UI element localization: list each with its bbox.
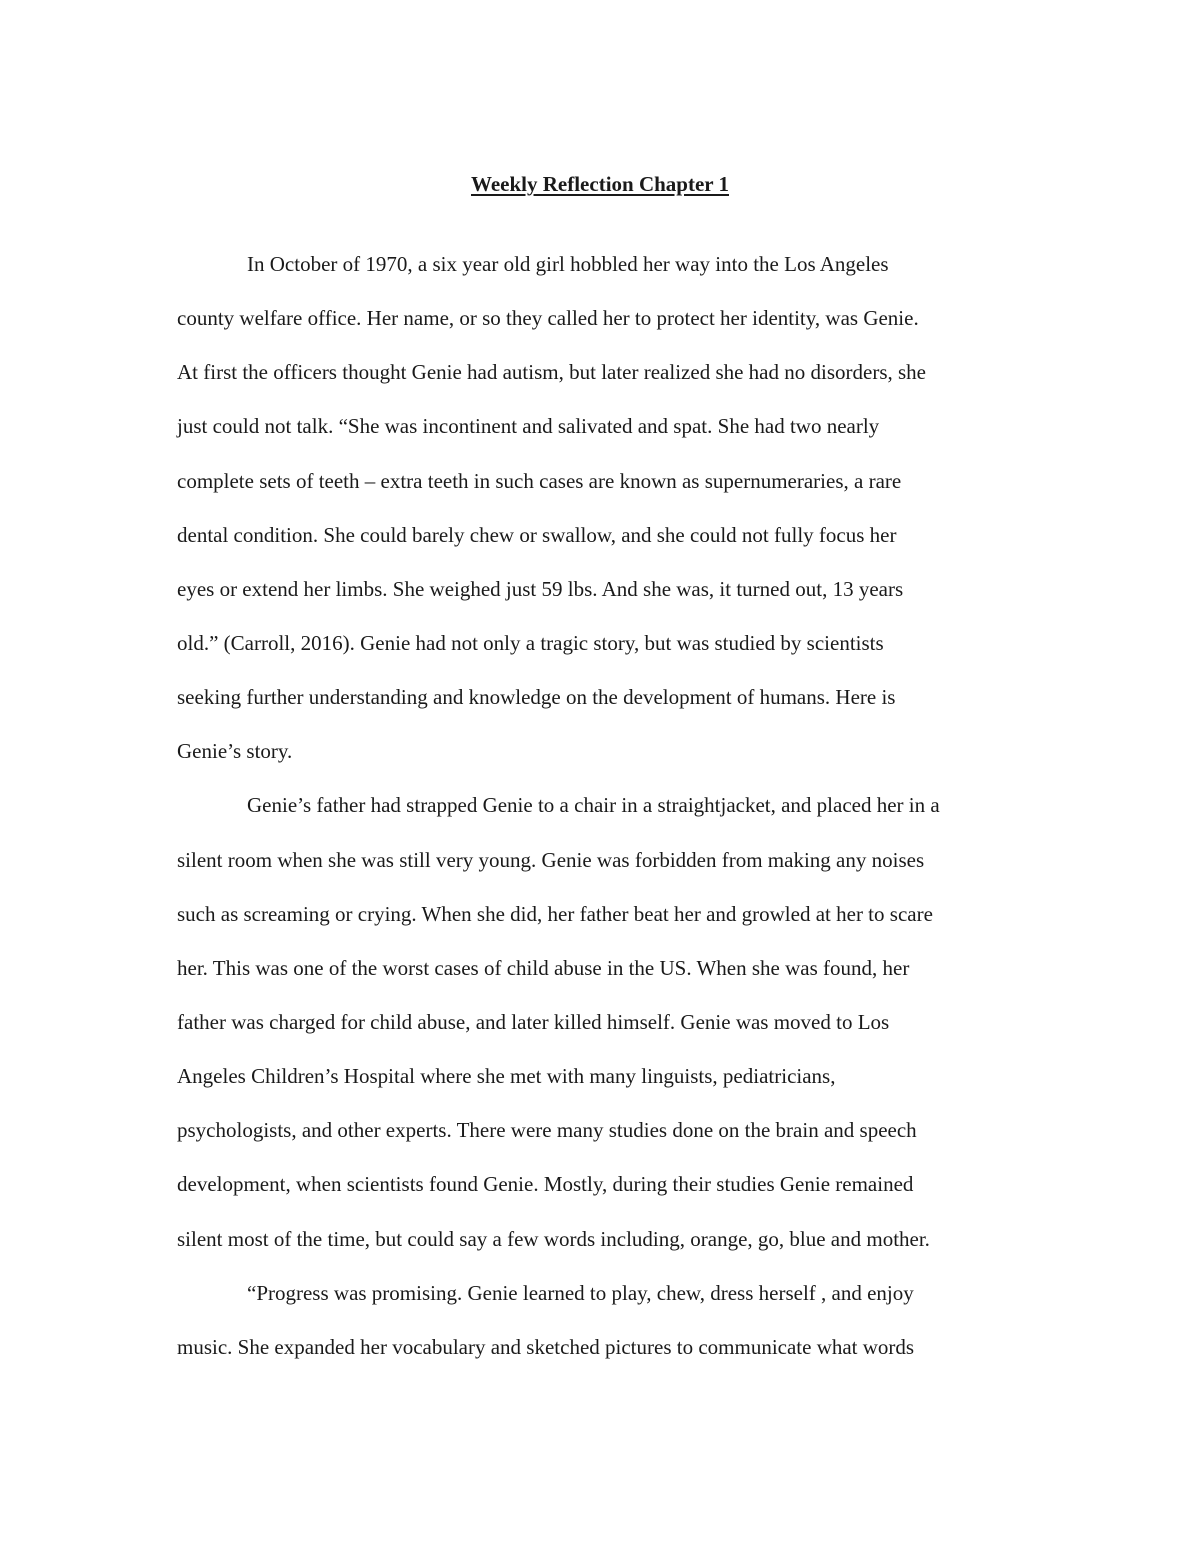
body-line: eyes or extend her limbs. She weighed just 59 lbs. And she was, it turned out, 13 years xyxy=(177,576,904,601)
body-line: father was charged for child abuse, and later killed himself. Genie was moved to Los xyxy=(177,1009,890,1034)
document-body xyxy=(0,250,1200,1387)
body-line: just could not talk. “She was incontinent and salivated and spat. She had two nearly xyxy=(177,414,880,439)
body-line: silent most of the time, but could say a few words including, orange, go, blue and mother. xyxy=(177,1226,930,1251)
body-line: music. She expanded her vocabulary and sketched pictures to communicate what words xyxy=(177,1334,915,1359)
document-title: Weekly Reflection Chapter 1 xyxy=(471,172,729,196)
body-line: dental condition. She could barely chew or swallow, and she could not fully focus her xyxy=(177,522,897,547)
body-line: Genie’s father had strapped Genie to a chair in a straightjacket, and placed her in a xyxy=(247,793,940,818)
body-line: Genie’s story. xyxy=(177,739,293,764)
body-line: county welfare office. Her name, or so they called her to protect her identity, was Genie. xyxy=(177,306,919,331)
body-line: seeking further understanding and knowledge on the development of humans. Here is xyxy=(177,685,896,710)
body-line: Angeles Children’s Hospital where she met with many linguists, pediatricians, xyxy=(177,1064,836,1089)
body-line: At first the officers thought Genie had autism, but later realized she had no disorders, she xyxy=(177,360,926,385)
body-line: silent room when she was still very young. Genie was forbidden from making any noises xyxy=(177,847,925,872)
body-line: In October of 1970, a six year old girl hobbled her way into the Los Angeles xyxy=(247,252,889,276)
body-line: such as screaming or crying. When she did, her father beat her and growled at her to scare xyxy=(177,901,933,926)
body-line: development, when scientists found Genie. Mostly, during their studies Genie remained xyxy=(177,1172,914,1197)
body-line: “Progress was promising. Genie learned to play, chew, dress herself , and enjoy xyxy=(247,1280,914,1305)
body-line: psychologists, and other experts. There were many studies done on the brain and speech xyxy=(177,1118,917,1143)
body-line: complete sets of teeth – extra teeth in such cases are known as supernumeraries, a rare xyxy=(177,468,902,493)
body-line: her. This was one of the worst cases of child abuse in the US. When she was found, her xyxy=(177,955,910,980)
body-line: old.” (Carroll, 2016). Genie had not only a tragic story, but was studied by scientists xyxy=(177,630,884,655)
